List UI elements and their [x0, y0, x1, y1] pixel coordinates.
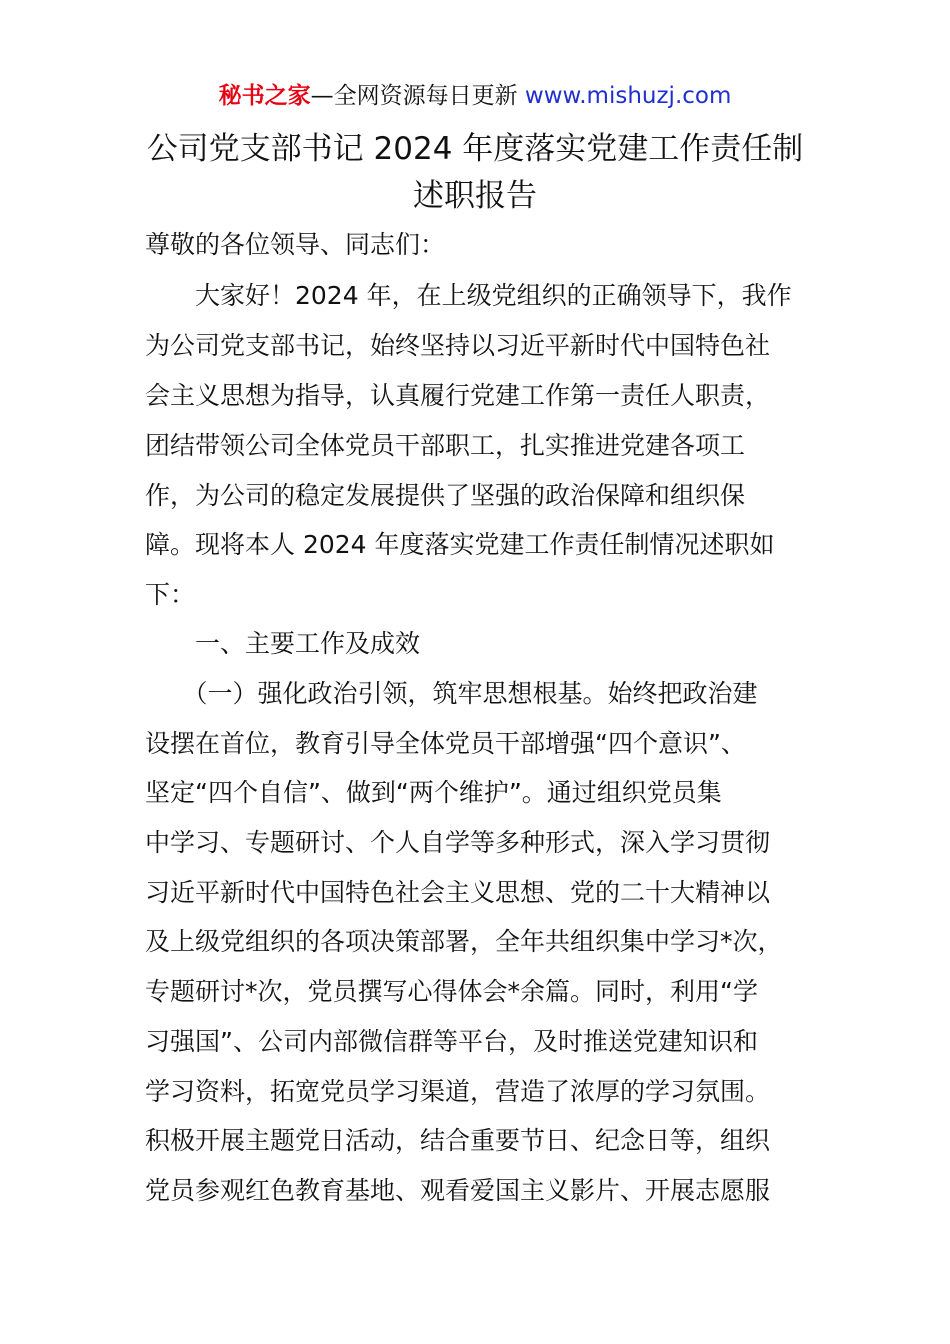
- body-line: 专题研讨*次，党员撰写心得体会*余篇。同时，利用“学: [145, 977, 758, 1006]
- site-url-link[interactable]: www.mishuzj.com: [524, 83, 732, 109]
- body-line: 及上级党组织的各项决策部署，全年共组织集中学习*次，: [145, 927, 783, 956]
- body-line: 坚定“四个自信”、做到“两个维护”。通过组织党员集: [145, 778, 722, 807]
- body-line: 为公司党支部书记，始终坚持以习近平新时代中国特色社: [145, 331, 771, 360]
- body-line: 下：: [145, 580, 196, 609]
- body-line: 团结带领公司全体党员干部职工，扎实推进党建各项工: [145, 431, 746, 460]
- body-line: 大家好！2024 年，在上级党组织的正确领导下，我作: [145, 281, 792, 310]
- document-title-line-2: 述职报告: [413, 178, 537, 214]
- body-line: 习强国”、公司内部微信群等平台，及时推送党建知识和: [145, 1027, 758, 1056]
- header-tagline: —全网资源每日更新: [310, 83, 525, 109]
- subsection-heading-line: （一）强化政治引领，筑牢思想根基。始终把政治建: [145, 679, 758, 708]
- site-header: [0, 80, 950, 112]
- body-line: 积极开展主题党日活动，结合重要节日、纪念日等，组织: [145, 1126, 771, 1155]
- brand-name: 秘书之家: [218, 83, 311, 109]
- body-line: 障。现将本人 2024 年度落实党建工作责任制情况述职如: [145, 530, 775, 559]
- section-heading: 一、主要工作及成效: [145, 629, 421, 658]
- body-line: 会主义思想为指导，认真履行党建工作第一责任人职责，: [145, 381, 771, 410]
- body-line: 习近平新时代中国特色社会主义思想、党的二十大精神以: [145, 878, 771, 907]
- body-line: 设摆在首位，教育引导全体党员干部增强“四个意识”、: [145, 729, 746, 758]
- salutation: 尊敬的各位领导、同志们：: [145, 230, 446, 259]
- body-line: 学习资料，拓宽党员学习渠道，营造了浓厚的学习氛围。: [145, 1077, 771, 1106]
- body-line: 作，为公司的稳定发展提供了坚强的政治保障和组织保: [145, 481, 746, 510]
- body-line: 党员参观红色教育基地、观看爱国主义影片、开展志愿服: [145, 1176, 771, 1205]
- body-line: 中学习、专题研讨、个人自学等多种形式，深入学习贯彻: [145, 828, 771, 857]
- document-title-line-1: 公司党支部书记 2024 年度落实党建工作责任制: [146, 131, 804, 167]
